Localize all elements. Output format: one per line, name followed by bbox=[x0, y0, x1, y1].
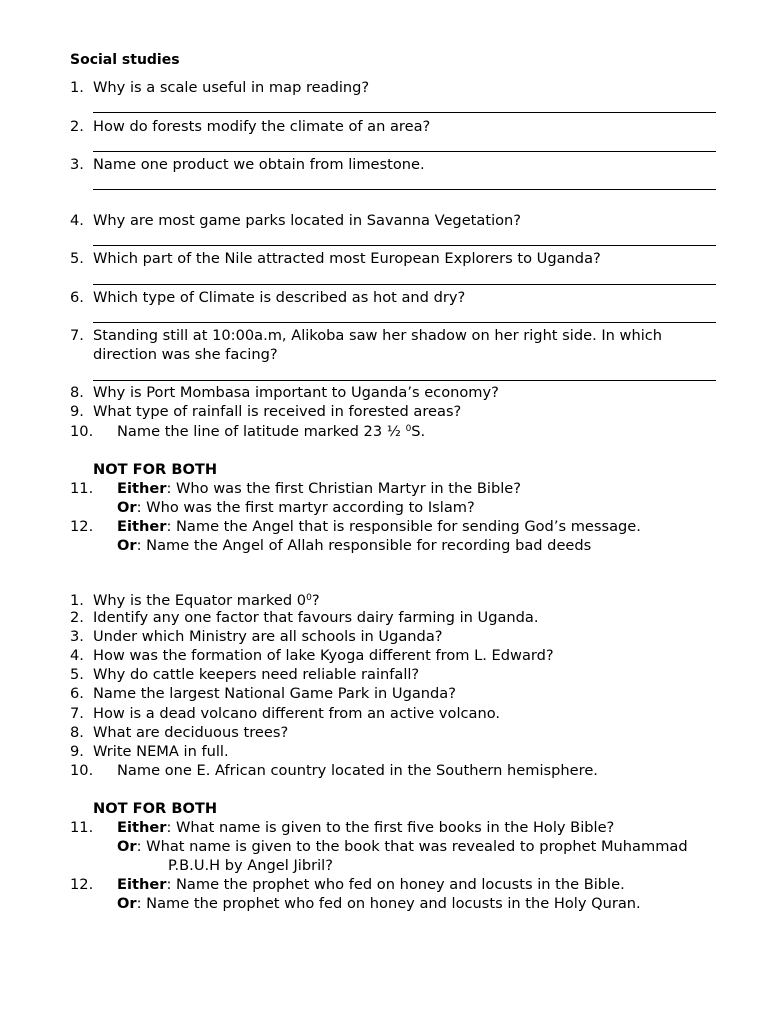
answer-line bbox=[93, 189, 716, 190]
question-7: 7. Standing still at 10:00a.m, Alikoba saw her shadow on her right side. In which bbox=[70, 327, 663, 344]
question-3: 3. Name one product we obtain from limestone. bbox=[70, 156, 425, 173]
question-11-or: Or: Who was the first martyr according to Islam? bbox=[117, 499, 475, 516]
question-8: 8. What are deciduous trees? bbox=[70, 724, 289, 741]
question-4: 4. Why are most game parks located in Savanna Vegetation? bbox=[70, 212, 522, 229]
question-6: 6. Which type of Climate is described as hot and dry? bbox=[70, 289, 466, 306]
question-text: Which type of Climate is described as hot and dry? bbox=[93, 289, 466, 306]
question-2: 2. Identify any one factor that favours dairy farming in Uganda. bbox=[70, 609, 539, 626]
question-12-or: Or: Name the prophet who fed on honey and locusts in the Holy Quran. bbox=[117, 895, 641, 912]
question-4: 4. How was the formation of lake Kyoga different from L. Edward? bbox=[70, 647, 554, 664]
section-heading: NOT FOR BOTH bbox=[93, 800, 218, 817]
question-8: 8. Why is Port Mombasa important to Uganda’s economy? bbox=[70, 384, 499, 401]
question-2: 2. How do forests modify the climate of an area? bbox=[70, 118, 431, 135]
answer-line bbox=[93, 245, 716, 246]
question-11-or-continuation: P.B.U.H by Angel Jibril? bbox=[168, 857, 333, 874]
question-1: 1. Why is a scale useful in map reading? bbox=[70, 79, 370, 96]
question-7-continuation: direction was she facing? bbox=[93, 346, 278, 363]
answer-line bbox=[93, 284, 716, 285]
question-11-either: 11. Either: What name is given to the first five books in the Holy Bible? bbox=[70, 819, 615, 836]
question-text: What type of rainfall is received in forested areas? bbox=[93, 403, 462, 420]
question-9: 9. What type of rainfall is received in forested areas? bbox=[70, 403, 462, 420]
question-6: 6. Name the largest National Game Park in Uganda? bbox=[70, 685, 456, 702]
question-3: 3. Under which Ministry are all schools in Uganda? bbox=[70, 628, 443, 645]
question-11-or: Or: What name is given to the book that was revealed to prophet Muhammad bbox=[117, 838, 688, 855]
question-text: Why is a scale useful in map reading? bbox=[93, 79, 370, 96]
question-10: 10. Name the line of latitude marked 23 ½ $^0$S. bbox=[70, 423, 426, 440]
question-12-or: Or: Name the Angel of Allah responsible for recording bad deeds bbox=[117, 537, 592, 554]
question-text: Why is Port Mombasa important to Uganda’s economy? bbox=[93, 384, 499, 401]
answer-line bbox=[93, 151, 716, 152]
question-5: 5. Which part of the Nile attracted most European Explorers to Uganda? bbox=[70, 250, 601, 267]
question-text: Why are most game parks located in Savanna Vegetation? bbox=[93, 212, 522, 229]
question-text: Name one product we obtain from limestone. bbox=[93, 156, 425, 173]
question-10: 10. Name one E. African country located in the Southern hemisphere. bbox=[70, 762, 598, 779]
question-12-either: 12. Either: Name the prophet who fed on honey and locusts in the Bible. bbox=[70, 876, 625, 893]
answer-line bbox=[93, 112, 716, 113]
question-text: Which part of the Nile attracted most European Explorers to Uganda? bbox=[93, 250, 601, 267]
answer-line bbox=[93, 322, 716, 323]
question-5: 5. Why do cattle keepers need reliable rainfall? bbox=[70, 666, 420, 683]
question-text: Standing still at 10:00a.m, Alikoba saw her shadow on her right side. In which bbox=[93, 327, 663, 344]
question-11-either: 11. Either: Who was the first Christian Martyr in the Bible? bbox=[70, 480, 521, 497]
question-1: 1. Why is the Equator marked $0^0$? bbox=[70, 592, 320, 609]
question-9: 9. Write NEMA in full. bbox=[70, 743, 229, 760]
section-heading: NOT FOR BOTH bbox=[93, 461, 218, 478]
question-text: How do forests modify the climate of an area? bbox=[93, 118, 431, 135]
page-title: Social studies bbox=[70, 52, 180, 68]
question-7: 7. How is a dead volcano different from an active volcano. bbox=[70, 705, 501, 722]
answer-line bbox=[93, 380, 716, 381]
question-12-either: 12. Either: Name the Angel that is responsible for sending God’s message. bbox=[70, 518, 641, 535]
